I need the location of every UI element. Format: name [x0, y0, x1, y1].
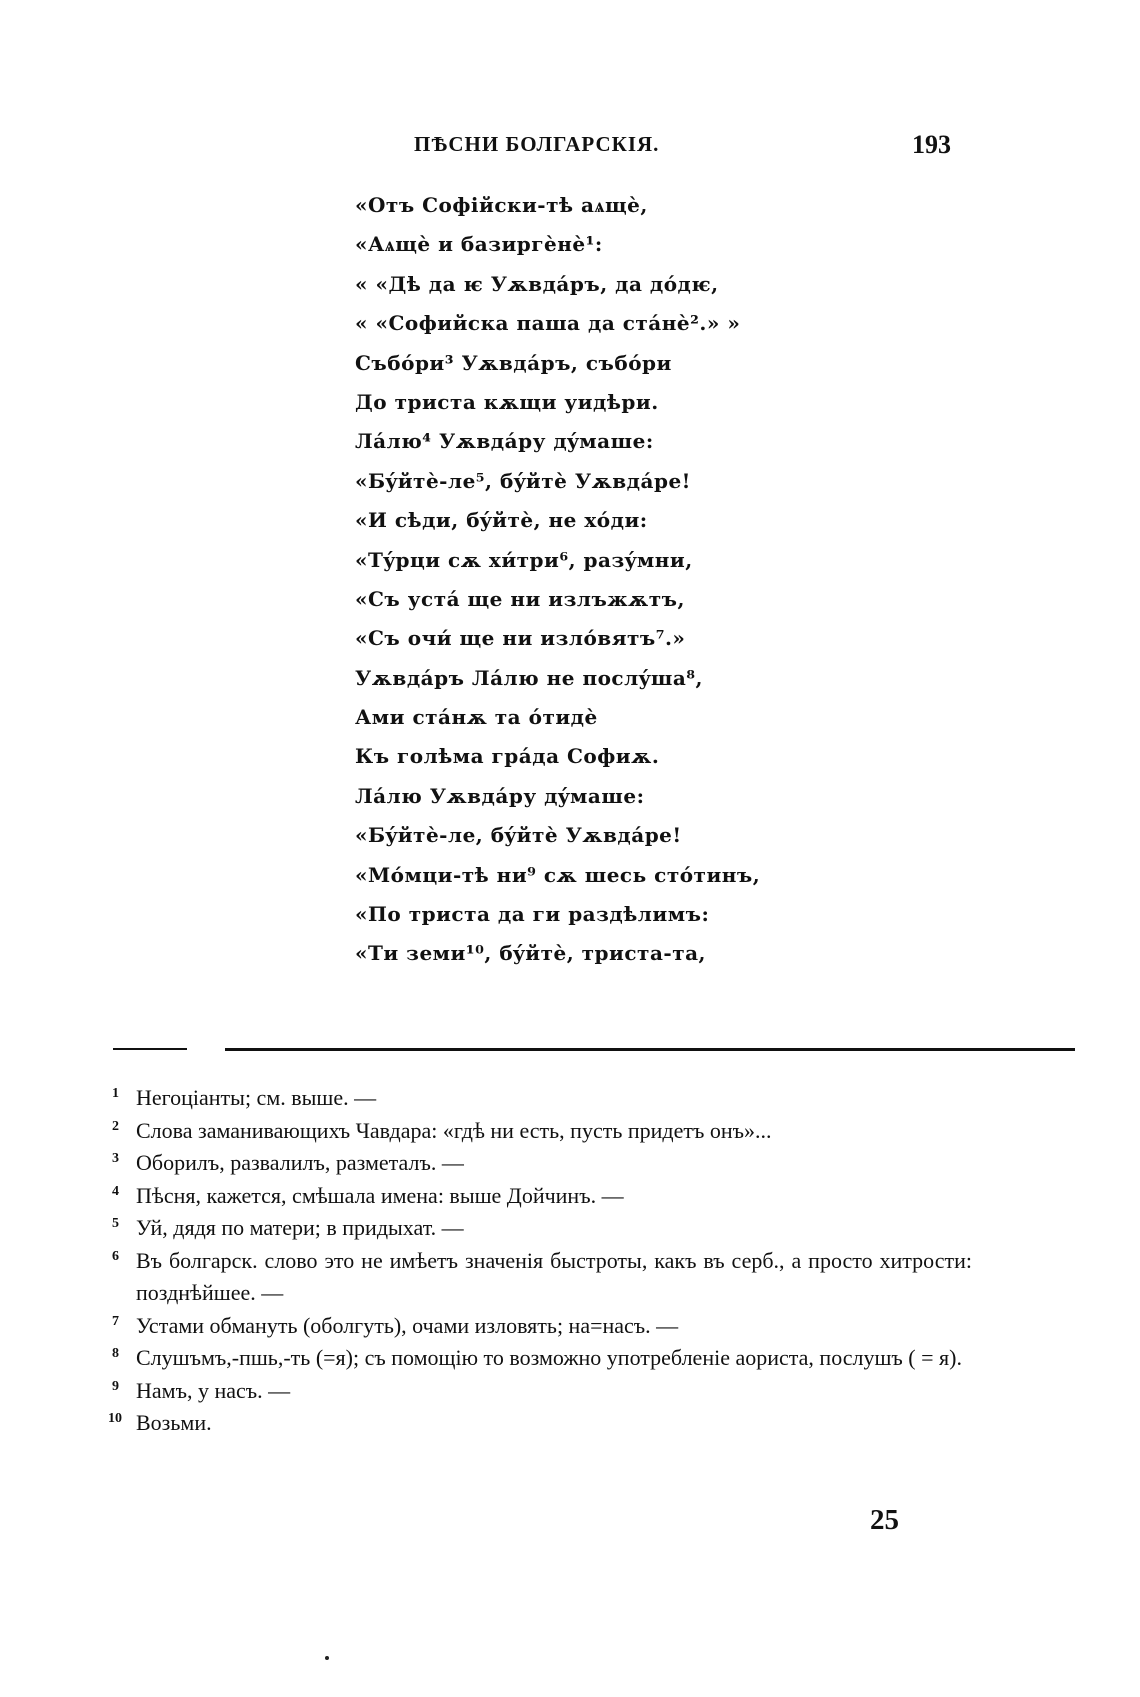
verse-line: Лáлю⁴ Уѫвдáру дýмаше: [355, 429, 654, 454]
footnote [112, 1375, 972, 1408]
footnote-text: Негоціанты; см. выше. — [136, 1085, 377, 1110]
page-number: 193 [912, 130, 951, 159]
verse-line: « «Софийска паша да стáнѐ².» » [355, 311, 741, 336]
footnote-number: 2 [112, 1118, 119, 1134]
footnote-text: Пѣсня, кажется, смѣшала имена: выше Дойчинъ. — [136, 1182, 624, 1208]
verse-line: «И сѣди, бýйтѐ, не хóди: [355, 508, 648, 533]
rule-long-segment [225, 1048, 1075, 1051]
verse-line: «Бýйтѐ-ле⁵, бýйтѐ Уѫвдáре! [355, 468, 691, 493]
song-verse [355, 186, 875, 974]
verse-line: «Отъ Софійски-тѣ аѧщѐ, [355, 193, 648, 217]
rule-short-segment [113, 1048, 187, 1050]
footnote [112, 1245, 972, 1310]
footnote-number: 7 [112, 1313, 119, 1329]
footnote-text: Въ болгарск. слово это не имѣетъ значенія быстроты, какъ въ серб., а просто хитрости: позднѣйшее. — [136, 1247, 972, 1305]
footnote [112, 1082, 972, 1115]
footnote-number: 8 [112, 1346, 119, 1361]
verse-line: «Бýйтѐ-ле, бýйтѐ Уѫвдáре! [355, 823, 682, 848]
footnote-number: 5 [112, 1216, 119, 1231]
verse-line: Лáлю Уѫвдáру дýмаше: [355, 783, 645, 808]
verse-line: «Мо́мци-тѣ ни⁹ сѫ шесь стóтинъ, [355, 862, 761, 887]
verse-line: «Аѧщѐ и базиргѐнѐ¹: [355, 232, 603, 257]
footnote [112, 1180, 972, 1213]
footnote-number: 1 [112, 1086, 119, 1101]
verse-line: Уѫвдáръ Лáлю не послýша⁸, [355, 665, 703, 690]
verse-line: Къ голѣма грáда Софиѫ. [355, 744, 660, 769]
footnote-number: 9 [112, 1378, 119, 1394]
footnote [108, 1407, 972, 1440]
footnote-text: Оборилъ, развалилъ, разметалъ. — [136, 1150, 464, 1175]
verse-line: «Ти земи¹⁰, бýйтѐ, триста-та, [355, 941, 707, 966]
footnote-text: Уй, дядя по матери; в придыхат. — [136, 1215, 464, 1240]
footnote-number: 4 [112, 1183, 119, 1199]
verse-line: «По триста да ги раздѣлимъ: [355, 902, 710, 927]
verse-line: «Тýрци сѫ хи́три⁶, разýмни, [355, 547, 693, 572]
verse-line: «Съ очи́ ще ни изло́вятъ⁷.» [355, 626, 686, 651]
footnote-text: Намъ, у насъ. — [136, 1377, 291, 1403]
footnote-text: Слова заманивающихъ Чавдара: «гдѣ ни есть, пусть придетъ онъ»... [136, 1117, 772, 1143]
verse-line: Събóри³ Уѫвдáръ, събóри [355, 350, 672, 375]
verse-line: «Съ устá ще ни излъжѫтъ, [355, 586, 685, 611]
verse-line: « «Дѣ да ѥ Уѫвдáръ, да дóдѥ, [355, 271, 719, 296]
footnote-text: Возьми. [136, 1410, 212, 1435]
footnote [112, 1147, 972, 1180]
footnote-number: 10 [108, 1411, 122, 1426]
footnote [112, 1310, 972, 1343]
ink-speck [325, 1656, 329, 1660]
footnote-text: Устами обмануть (оболгуть), очами изловять; на=насъ. — [136, 1312, 679, 1338]
verse-line: Ами стáнѫ та óтидѐ [355, 705, 598, 730]
footnote-number: 6 [112, 1248, 119, 1264]
footnote-number: 3 [112, 1151, 119, 1166]
footnote-text: Слушъмъ,-пшь,-ть (=я); съ помощію то возможно употребленіе аориста, послушъ ( = я). [136, 1345, 962, 1370]
footnote [112, 1342, 972, 1375]
footnote [112, 1212, 972, 1245]
footnote [112, 1115, 972, 1148]
running-title: ПѢСНИ БОЛГАРСКІЯ. [414, 132, 660, 156]
verse-line: До триста кѫщи уидѣри. [355, 389, 659, 414]
signature-mark: 25 [870, 1504, 899, 1536]
footnotes [108, 1082, 972, 1440]
